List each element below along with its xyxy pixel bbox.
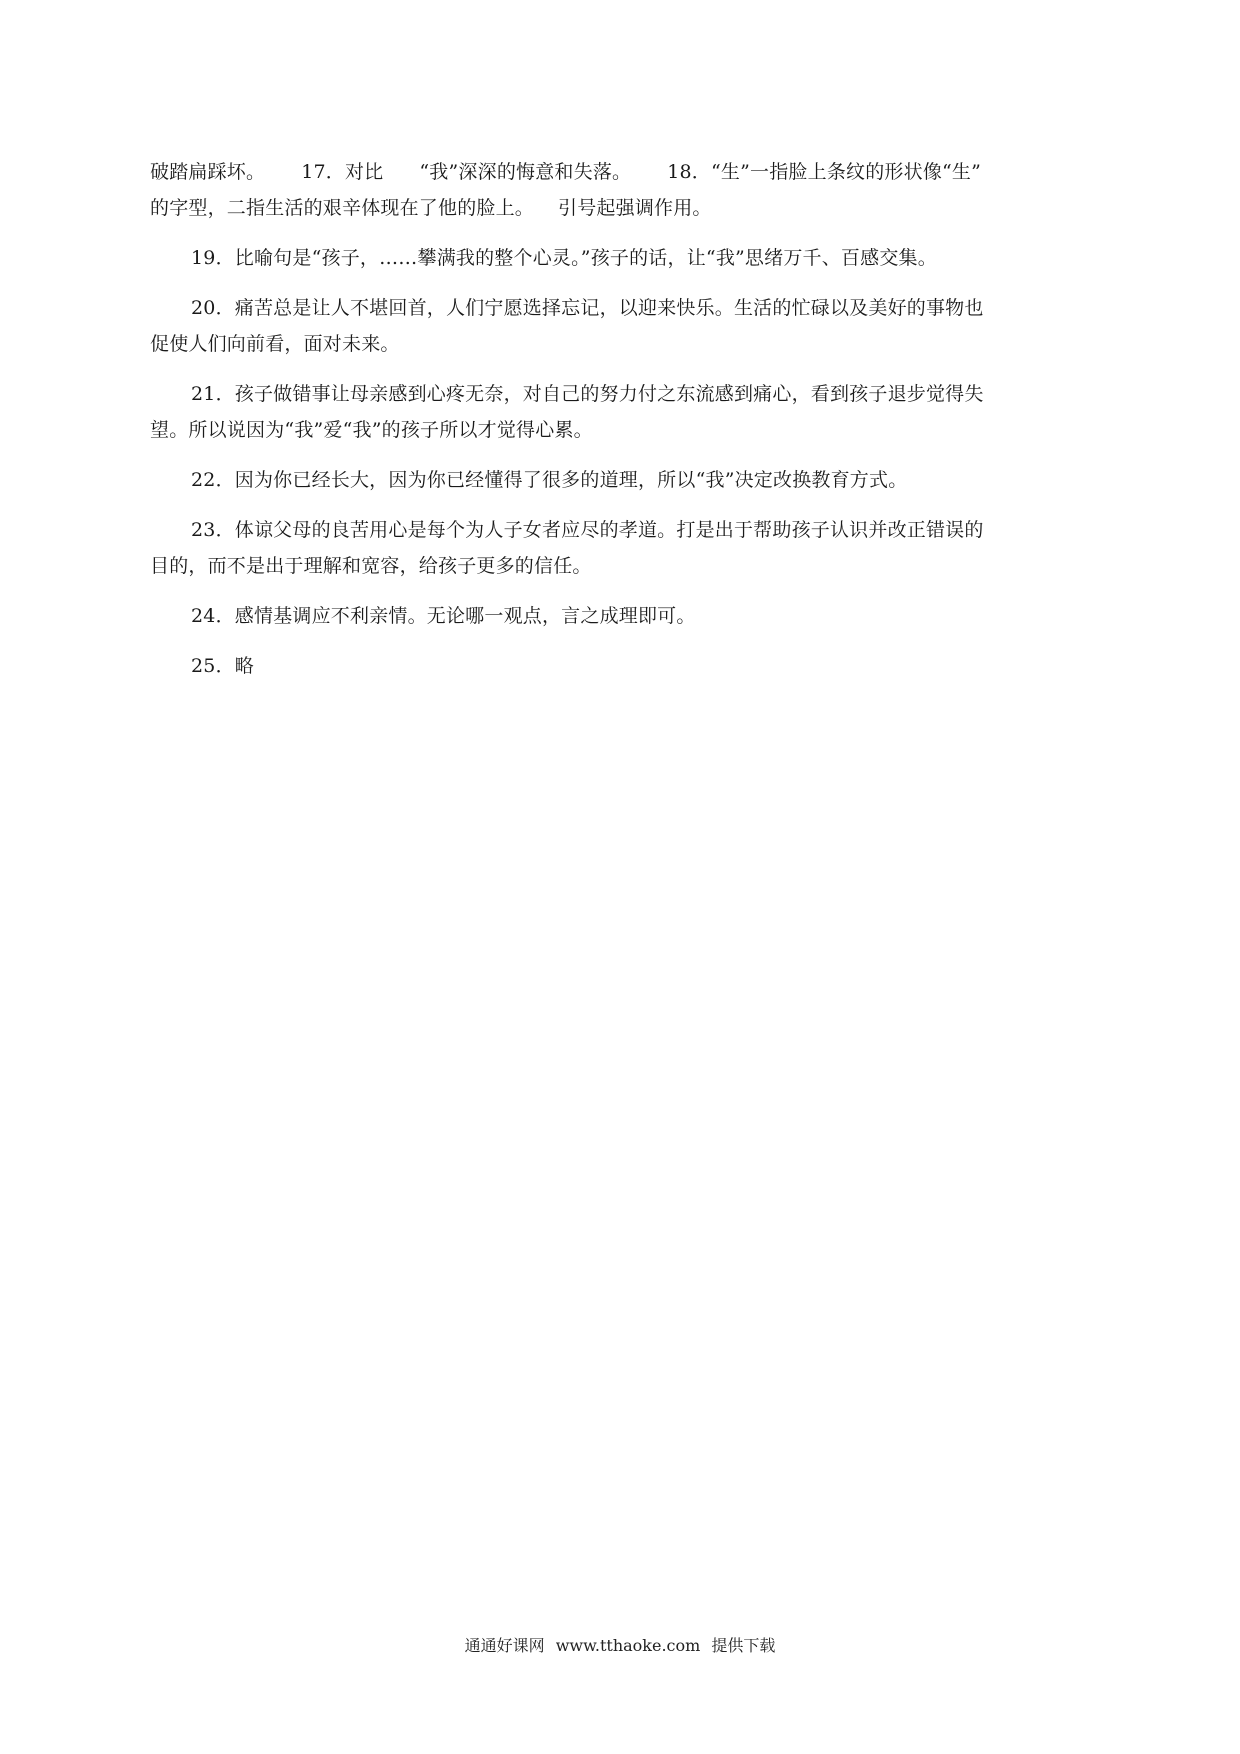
answer-25-text: 25．略 xyxy=(191,655,254,677)
answer-23 xyxy=(150,512,1098,584)
answer-19 xyxy=(150,240,1098,276)
answer-17: 17．对比 xyxy=(301,161,384,183)
answer-line xyxy=(150,154,1098,190)
answer-20-line-1: 20．痛苦总是让人不堪回首，人们宁愿选择忘记，以迎来快乐。生活的忙碌以及美好的事物也 xyxy=(191,297,984,319)
answer-18-start: 18．“生”一指脸上条纹的形状像“生” xyxy=(667,161,982,183)
answer-16-tail: 破踏扁踩坏。 xyxy=(150,161,266,183)
answer-line xyxy=(150,190,1098,226)
answer-key-body xyxy=(150,154,1098,698)
answer-24-text: 24．感情基调应不利亲情。无论哪一观点，言之成理即可。 xyxy=(191,605,696,627)
answer-24 xyxy=(150,598,1098,634)
footer-url: www.tthaoke.com xyxy=(555,1636,701,1655)
answer-20-line-2: 促使人们向前看，面对未来。 xyxy=(150,333,400,355)
answer-22-text: 22．因为你已经长大，因为你已经懂得了很多的道理，所以“我”决定改换教育方式。 xyxy=(191,469,908,491)
answer-23-line-1: 23．体谅父母的良苦用心是每个为人子女者应尽的孝道。打是出于帮助孩子认识并改正错误的 xyxy=(191,519,984,541)
footer-suffix: 提供下载 xyxy=(711,1636,776,1655)
footer-site-name: 通通好课网 xyxy=(464,1636,545,1655)
answer-21-line-1: 21．孩子做错事让母亲感到心疼无奈，对自己的努力付之东流感到痛心，看到孩子退步觉得失 xyxy=(191,383,984,405)
answer-23-line-2: 目的，而不是出于理解和宽容，给孩子更多的信任。 xyxy=(150,555,592,577)
page-footer xyxy=(0,1634,1240,1658)
answer-18-end: 引号起强调作用。 xyxy=(558,197,712,219)
answer-22 xyxy=(150,462,1098,498)
answer-20 xyxy=(150,290,1098,362)
answer-16-18 xyxy=(150,154,1098,226)
answer-21 xyxy=(150,376,1098,448)
answer-17-text: “我”深深的悔意和失落。 xyxy=(419,161,632,183)
answer-21-line-2: 望。所以说因为“我”爱“我”的孩子所以才觉得心累。 xyxy=(150,419,593,441)
answer-19-text: 19．比喻句是“孩子，……攀满我的整个心灵。”孩子的话，让“我”思绪万千、百感交集。 xyxy=(191,247,937,269)
answer-18-cont: 的字型，二指生活的艰辛体现在了他的脸上。 xyxy=(150,197,535,219)
answer-25 xyxy=(150,648,1098,684)
